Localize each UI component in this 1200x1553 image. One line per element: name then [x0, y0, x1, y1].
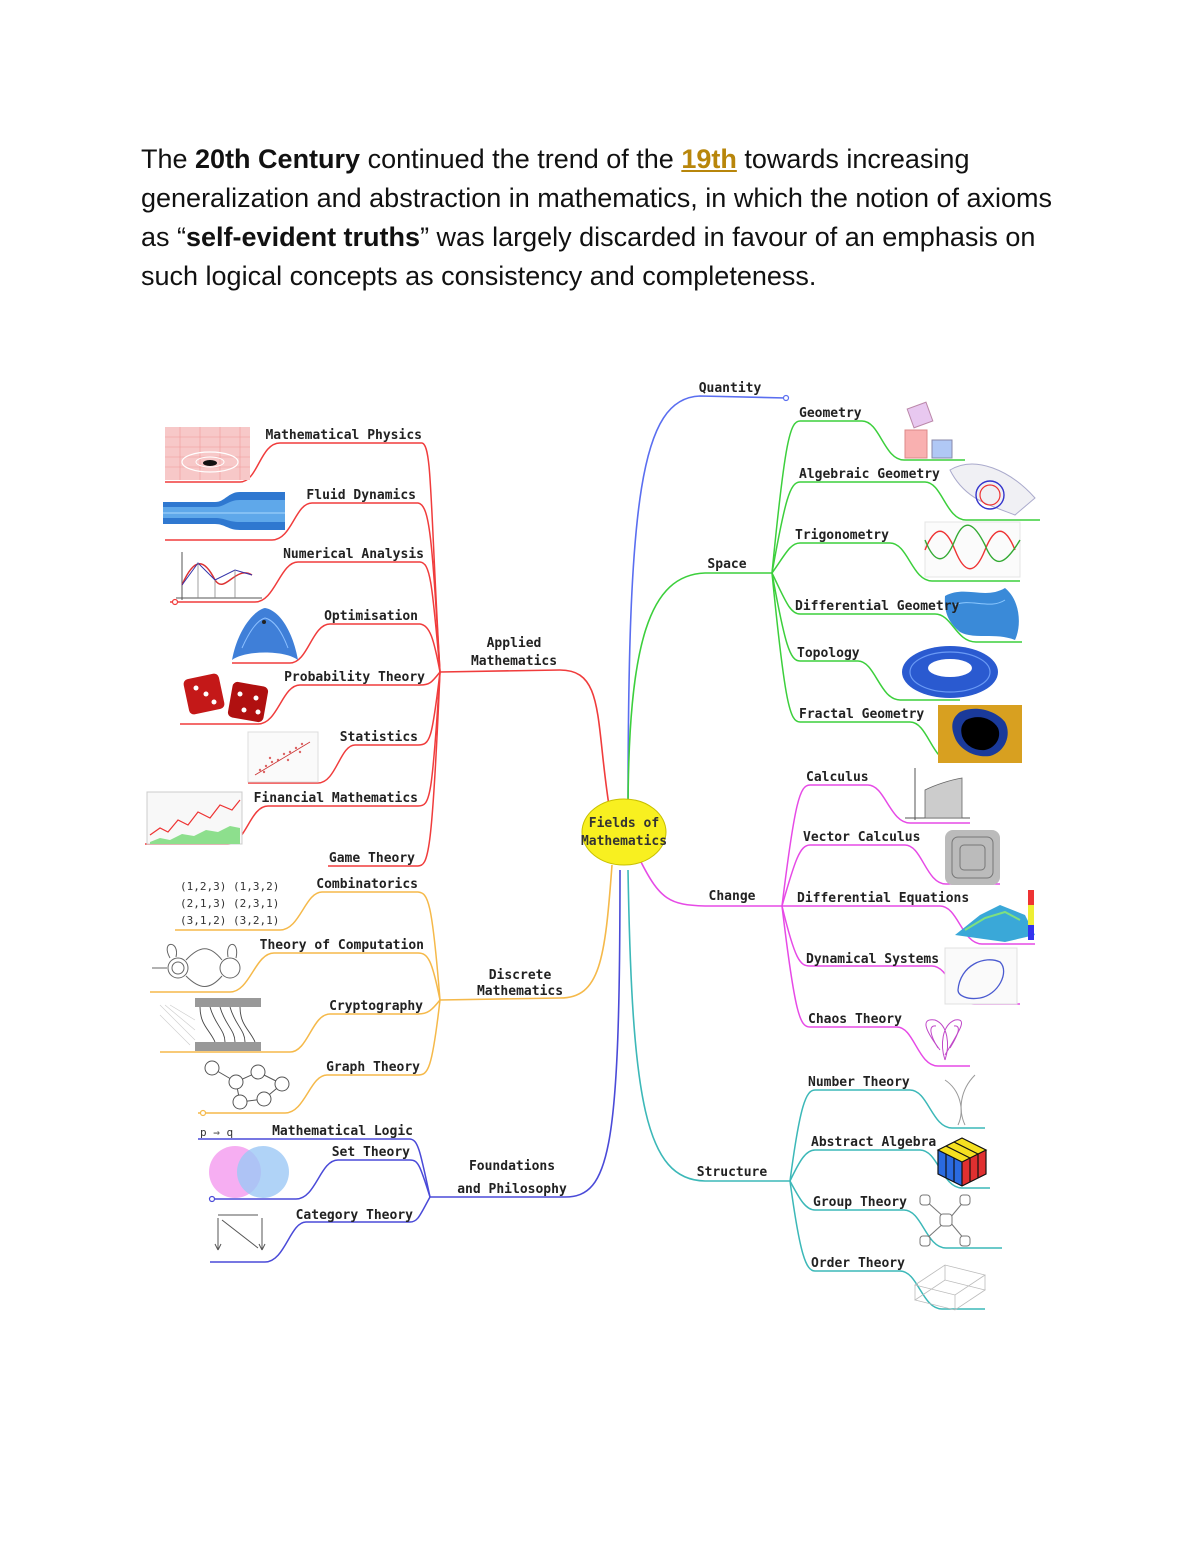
branch-discrete-line1: Discrete: [488, 968, 552, 983]
link-19th-century[interactable]: 19th: [681, 144, 737, 174]
item-category-theory: Category Theory: [295, 1208, 413, 1223]
permutations-row-1: (1,2,3) (1,3,2): [180, 880, 280, 893]
thumb-optimisation: [232, 608, 298, 660]
thumb-combinatorics: [180, 880, 279, 927]
item-fluid-dynamics: Fluid Dynamics: [306, 488, 416, 503]
thumb-mathematical-physics: [165, 427, 250, 480]
bold-self-evident-truths: self-evident truths: [186, 222, 421, 252]
intro-paragraph: The 20th Century continued the trend of the 19th towards increasing generalization and abstraction in mathematics, in which the notion of axioms as “self-evident truths” was largely discarded in favour of an emphasis on such logical concepts as consistency and completeness.: [141, 144, 1052, 291]
connector-space: [628, 573, 772, 815]
thumb-abstract-algebra-cube: [938, 1138, 986, 1186]
thumb-chaos-theory-attractor: [926, 1020, 962, 1060]
thumb-trigonometry: [925, 522, 1020, 577]
thumb-probability-theory-dice: [183, 673, 269, 723]
thumb-financial-mathematics: [147, 792, 242, 844]
item-statistics: Statistics: [339, 730, 418, 745]
item-calculus: Calculus: [806, 770, 869, 785]
thumb-algebraic-geometry: [950, 464, 1035, 515]
item-mathematical-physics: Mathematical Physics: [265, 428, 422, 443]
branch-quantity: Quantity: [698, 381, 762, 396]
item-order-theory: Order Theory: [811, 1256, 905, 1271]
permutations-row-3: (3,1,2) (3,2,1): [180, 914, 280, 927]
thumb-graph-theory: [205, 1061, 289, 1109]
branch-foundations-line2: and Philosophy: [457, 1182, 567, 1197]
thumb-fluid-dynamics: [163, 492, 285, 530]
item-abstract-algebra: Abstract Algebra: [811, 1135, 937, 1150]
thumb-category-theory: [215, 1215, 265, 1250]
item-topology: Topology: [797, 646, 860, 661]
thumb-geometry: [905, 402, 952, 458]
thumb-dynamical-systems: [945, 948, 1017, 1004]
thumb-logic-implication: p ⇒ q: [200, 1126, 234, 1139]
branch-applied-line1: Applied: [486, 636, 542, 651]
item-vector-calculus: Vector Calculus: [803, 830, 921, 845]
item-theory-of-computation: Theory of Computation: [259, 938, 424, 953]
permutations-row-2: (2,1,3) (2,3,1): [180, 897, 280, 910]
branch-foundations-line1: Foundations: [468, 1159, 556, 1174]
branch-space: Space: [707, 557, 747, 572]
center-node-fields-of-mathematics: [581, 799, 667, 865]
thumb-vector-calculus: [945, 830, 1000, 885]
item-group-theory: Group Theory: [813, 1195, 907, 1210]
item-differential-geometry: Differential Geometry: [795, 599, 960, 614]
item-set-theory: Set Theory: [331, 1145, 410, 1160]
branch-discrete-line2: Mathematics: [476, 984, 564, 999]
item-probability-theory: Probability Theory: [284, 670, 425, 685]
item-combinatorics: Combinatorics: [316, 877, 418, 892]
item-fractal-geometry: Fractal Geometry: [799, 707, 925, 722]
thumb-differential-geometry: [945, 588, 1019, 640]
item-game-theory: Game Theory: [328, 851, 415, 866]
item-financial-mathematics: Financial Mathematics: [253, 791, 418, 806]
item-dynamical-systems: Dynamical Systems: [806, 952, 940, 967]
connector-quantity: [628, 396, 786, 815]
item-number-theory: Number Theory: [808, 1075, 910, 1090]
branch-change: Change: [708, 889, 756, 904]
thumb-numerical-analysis: [176, 552, 262, 600]
item-trigonometry: Trigonometry: [795, 528, 889, 543]
center-label-line2: Mathematics: [580, 834, 668, 849]
thumb-group-theory: [920, 1195, 970, 1246]
item-optimisation: Optimisation: [324, 609, 418, 624]
item-geometry: Geometry: [799, 406, 862, 421]
thumb-fractal-geometry: [938, 705, 1022, 763]
thumb-theory-of-computation: [152, 944, 240, 986]
item-chaos-theory: Chaos Theory: [808, 1012, 902, 1027]
item-algebraic-geometry: Algebraic Geometry: [799, 467, 940, 482]
thumb-calculus: [905, 768, 970, 820]
center-label-line1: Fields of: [588, 816, 660, 831]
thumb-set-theory-venn: [209, 1146, 289, 1198]
connector-structure: [628, 870, 790, 1181]
item-mathematical-logic: Mathematical Logic: [272, 1124, 413, 1139]
thumb-statistics: [248, 732, 318, 782]
thumb-order-theory-lattice: [915, 1265, 985, 1310]
item-graph-theory: Graph Theory: [326, 1060, 420, 1075]
item-differential-equations: Differential Equations: [797, 891, 970, 906]
bold-20th-century: 20th Century: [195, 144, 361, 174]
thumb-cryptography: [160, 998, 261, 1051]
branch-applied-line2: Mathematics: [470, 654, 558, 669]
branch-structure: Structure: [696, 1165, 768, 1180]
connector-foundations: [430, 870, 620, 1197]
item-cryptography: Cryptography: [329, 999, 423, 1014]
item-numerical-analysis: Numerical Analysis: [283, 547, 424, 562]
thumb-topology-torus: [902, 646, 998, 698]
thumb-number-theory: [945, 1075, 975, 1125]
connector-applied: [440, 670, 610, 812]
